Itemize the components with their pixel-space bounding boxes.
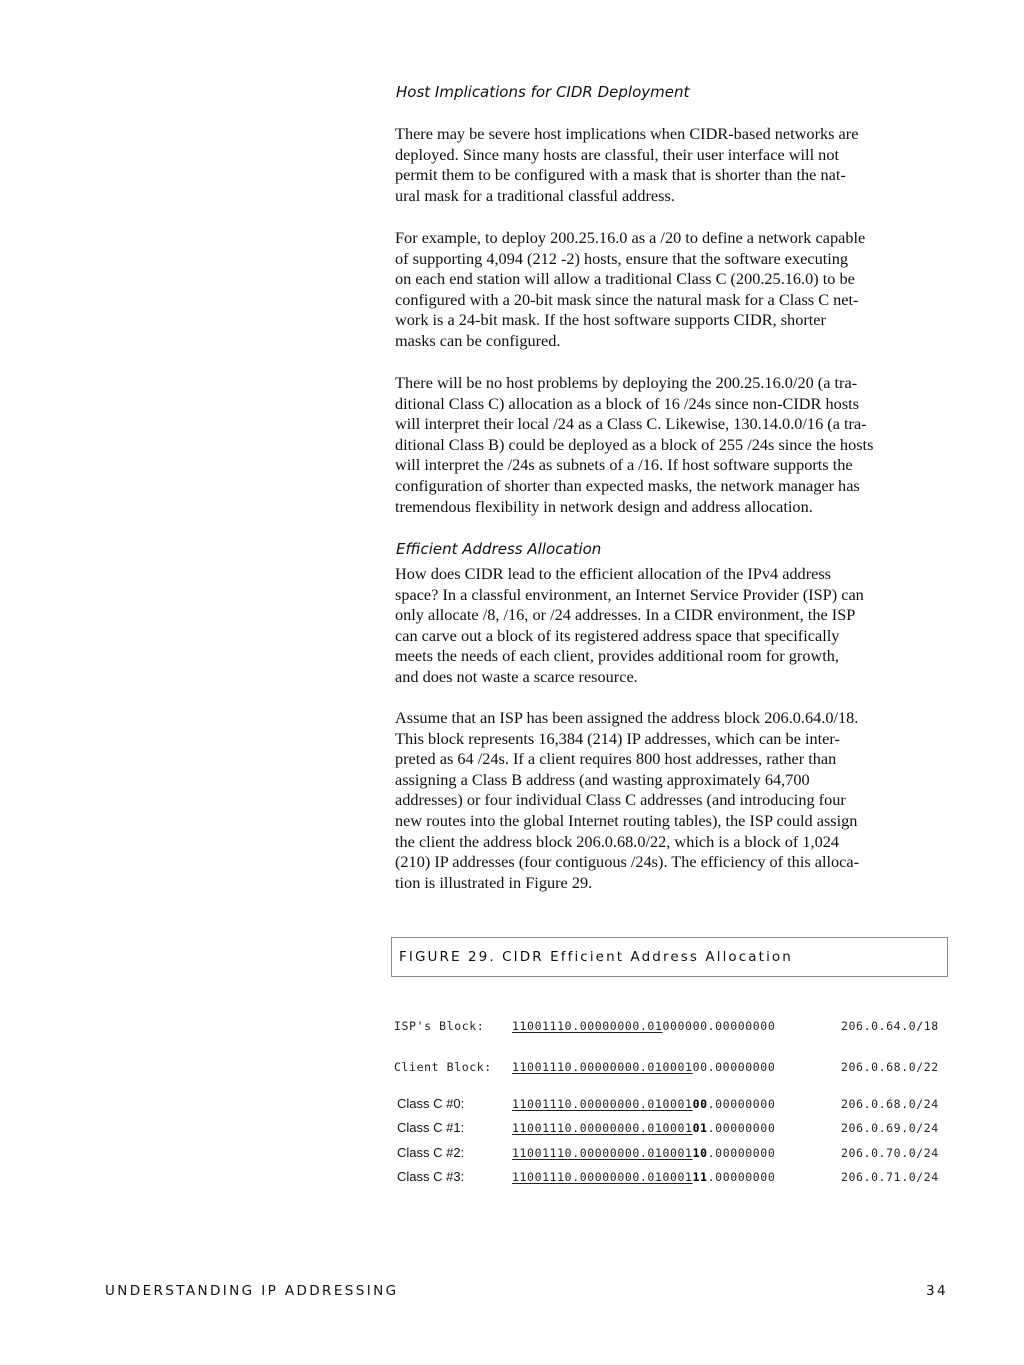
binary-host-bits: 00.00000000 bbox=[692, 1060, 776, 1074]
figure-title: FIGURE 29. CIDR Efficient Address Allocation bbox=[399, 949, 793, 965]
text-line: ditional Class C) allocation as a block of 16 /24s since non-CIDR hosts bbox=[395, 393, 859, 413]
text-line: configured with a 20-bit mask since the natural mask for a Class C net- bbox=[395, 289, 859, 309]
text-line: How does CIDR lead to the efficient allocation of the IPv4 address bbox=[395, 564, 832, 583]
text-line: (210) IP addresses (four contiguous /24s). The efficiency of this alloca- bbox=[395, 852, 860, 872]
binary-network-prefix: 11001110.00000000.01 bbox=[512, 1019, 663, 1033]
text-line: on each end station will allow a traditional Class C (200.25.16.0) to be bbox=[395, 269, 855, 289]
text-line: of supporting 4,094 (212 -2) hosts, ensure that the software executing bbox=[395, 248, 849, 268]
text-line: ditional Class B) could be deployed as a block of 255 /24s since the hosts bbox=[395, 434, 874, 454]
page-number: 34 bbox=[926, 1283, 948, 1299]
figure-row-class-c-1 bbox=[0, 1120, 1024, 1138]
row-binary bbox=[512, 1170, 775, 1184]
binary-host-bits: .00000000 bbox=[707, 1097, 776, 1111]
row-label: Class C #1: bbox=[397, 1120, 465, 1135]
binary-host-bits: .00000000 bbox=[707, 1146, 776, 1160]
text-line: preted as 64 /24s. If a client requires 800 host addresses, rather than bbox=[395, 749, 837, 769]
text-line: This block represents 16,384 (214) IP addresses, which can be inter- bbox=[395, 728, 840, 748]
binary-host-bits: .00000000 bbox=[707, 1121, 776, 1135]
binary-network-prefix: 11001110.00000000.010001 bbox=[512, 1146, 693, 1160]
figure-row-class-c-2 bbox=[0, 1145, 1024, 1163]
paragraph-efficient-allocation-example bbox=[395, 708, 951, 893]
text-line: tremendous flexibility in network design and address allocation. bbox=[395, 496, 813, 516]
text-line: will interpret the /24s as subnets of a /16. If host software supports the bbox=[395, 455, 853, 475]
text-line: work is a 24-bit mask. If the host software supports CIDR, shorter bbox=[395, 310, 826, 330]
text-line: and does not waste a scarce resource. bbox=[395, 666, 638, 686]
section-heading-efficient-allocation: Efficient Address Allocation bbox=[396, 540, 602, 558]
text-line: tion is illustrated in Figure 29. bbox=[395, 872, 593, 892]
text-line: There will be no host problems by deploying the 200.25.16.0/20 (a tra- bbox=[395, 373, 858, 392]
row-address: 206.0.69.0/24 bbox=[841, 1121, 939, 1135]
text-line: configuration of shorter than expected masks, the network manager has bbox=[395, 475, 860, 495]
figure-row-class-c-3 bbox=[0, 1169, 1024, 1187]
row-label: Class C #3: bbox=[397, 1169, 465, 1184]
row-address: 206.0.71.0/24 bbox=[841, 1170, 939, 1184]
text-line: addresses) or four individual Class C addresses (and introducing four bbox=[395, 790, 846, 810]
row-address: 206.0.68.0/24 bbox=[841, 1097, 939, 1111]
text-line: There may be severe host implications when CIDR-based networks are bbox=[395, 124, 859, 143]
paragraph-efficient-allocation-intro bbox=[395, 564, 951, 688]
section-heading-host-implications: Host Implications for CIDR Deployment bbox=[396, 83, 690, 101]
text-line: deployed. Since many hosts are classful, their user interface will not bbox=[395, 144, 839, 164]
text-line: will interpret their local /24 as a Class C. Likewise, 130.14.0.0/16 (a tra- bbox=[395, 414, 867, 434]
text-line: assigning a Class B address (and wasting approximately 64,700 bbox=[395, 769, 810, 789]
text-line: ural mask for a traditional classful address. bbox=[395, 185, 675, 205]
row-address: 206.0.64.0/18 bbox=[841, 1019, 939, 1033]
row-binary bbox=[512, 1019, 775, 1033]
binary-host-bits: 000000.00000000 bbox=[662, 1019, 776, 1033]
paragraph-host-implications-example bbox=[395, 228, 951, 352]
text-line: the client the address block 206.0.68.0/22, which is a block of 1,024 bbox=[395, 831, 840, 851]
text-line: can carve out a block of its registered address space that specifically bbox=[395, 625, 840, 645]
row-binary bbox=[512, 1097, 775, 1111]
binary-subnet-bits: 01 bbox=[692, 1121, 708, 1135]
text-line: permit them to be configured with a mask that is shorter than the nat- bbox=[395, 165, 846, 185]
row-binary bbox=[512, 1146, 775, 1160]
binary-host-bits: .00000000 bbox=[707, 1170, 776, 1184]
row-label: Client Block: bbox=[394, 1060, 492, 1074]
running-footer-title: UNDERSTANDING IP ADDRESSING bbox=[105, 1283, 399, 1299]
paragraph-host-implications-deploy bbox=[395, 373, 951, 517]
row-label: ISP's Block: bbox=[394, 1019, 485, 1033]
binary-network-prefix: 11001110.00000000.010001 bbox=[512, 1121, 693, 1135]
binary-subnet-bits: 11 bbox=[692, 1170, 708, 1184]
figure-title-box bbox=[391, 937, 948, 977]
figure-row-class-c-0 bbox=[0, 1096, 1024, 1114]
text-line: Assume that an ISP has been assigned the address block 206.0.64.0/18. bbox=[395, 708, 859, 727]
text-line: masks can be configured. bbox=[395, 330, 561, 350]
binary-network-prefix: 11001110.00000000.010001 bbox=[512, 1097, 693, 1111]
text-line: space? In a classful environment, an Internet Service Provider (ISP) can bbox=[395, 584, 864, 604]
binary-subnet-bits: 10 bbox=[692, 1146, 708, 1160]
row-binary bbox=[512, 1121, 775, 1135]
text-line: For example, to deploy 200.25.16.0 as a /20 to define a network capable bbox=[395, 228, 866, 247]
binary-subnet-bits: 00 bbox=[692, 1097, 708, 1111]
paragraph-host-implications-intro bbox=[395, 124, 951, 206]
text-line: meets the needs of each client, provides additional room for growth, bbox=[395, 646, 839, 666]
binary-network-prefix: 11001110.00000000.010001 bbox=[512, 1170, 693, 1184]
binary-network-prefix: 11001110.00000000.010001 bbox=[512, 1060, 693, 1074]
figure-row-isp-block bbox=[0, 1019, 1024, 1037]
row-binary bbox=[512, 1060, 775, 1074]
text-line: only allocate /8, /16, or /24 addresses. In a CIDR environment, the ISP bbox=[395, 605, 856, 625]
row-address: 206.0.70.0/24 bbox=[841, 1146, 939, 1160]
row-label: Class C #2: bbox=[397, 1145, 465, 1160]
row-address: 206.0.68.0/22 bbox=[841, 1060, 939, 1074]
figure-row-client-block bbox=[0, 1060, 1024, 1078]
row-label: Class C #0: bbox=[397, 1096, 465, 1111]
text-line: new routes into the global Internet routing tables), the ISP could assign bbox=[395, 810, 858, 830]
